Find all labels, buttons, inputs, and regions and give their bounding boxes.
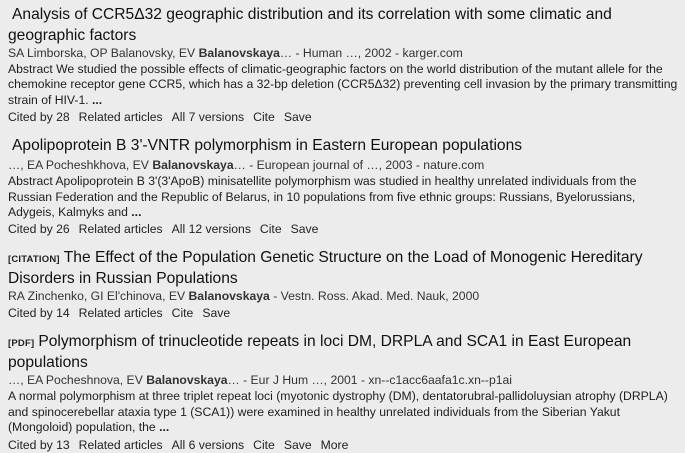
result-snippet — [8, 389, 680, 435]
result-links — [8, 438, 680, 453]
result-item — [8, 332, 680, 452]
result-title-text: The Effect of the Population Genetic Structure on the Load of Monogenic Hereditary Disorders in Russian Populations — [8, 249, 643, 288]
all-versions-link[interactable]: All 12 versions — [171, 222, 251, 237]
result-authors — [8, 289, 680, 304]
save-link[interactable]: Save — [202, 306, 231, 321]
authors-highlight: Balanovskaya — [198, 46, 280, 60]
authors-highlight: Balanovskaya — [188, 289, 270, 304]
result-type-tag: [CITATION] — [8, 254, 60, 266]
all-versions-link[interactable]: All 7 versions — [171, 110, 245, 125]
result-snippet — [8, 62, 680, 108]
cite-link[interactable]: Cite — [253, 437, 275, 452]
related-articles-link[interactable]: Related articles — [78, 110, 163, 125]
result-authors — [8, 373, 680, 388]
authors-prefix: …, EA Pocheshnova, EV — [8, 373, 147, 388]
authors-prefix: …, EA Pocheshkhova, EV — [8, 158, 153, 173]
result-links — [8, 110, 680, 125]
result-title-text: Apolipoprotein B 3'-VNTR polymorphism in Eastern European populations — [12, 137, 523, 155]
result-title-link[interactable] — [8, 248, 680, 288]
snippet-ellipsis: ... — [92, 92, 103, 107]
all-versions-link[interactable]: All 6 versions — [171, 437, 245, 452]
result-title-link[interactable] — [8, 5, 680, 45]
result-item — [8, 5, 680, 125]
authors-suffix: - Vestn. Ross. Akad. Med. Nauk, 2000 — [269, 289, 480, 304]
result-title-text: Polymorphism of trinucleotide repeats in loci DM, DRPLA and SCA1 in East European populations — [8, 333, 632, 372]
snippet-ellipsis: ... — [131, 205, 142, 220]
result-snippet — [8, 174, 680, 220]
cite-link[interactable]: Cite — [259, 222, 282, 237]
authors-suffix: … - Human …, 2002 - karger.com — [279, 46, 463, 60]
related-articles-link[interactable]: Related articles — [78, 222, 163, 237]
snippet-text: A normal polymorphism at three triplet repeat loci (myotonic dystrophy (DM), dentatorubral-pallidoluysian atrophy (DRPLA) and spinocerebellar ataxia type 1 (SCA1)) were examined in healthy unrelated individuals from the Siberian Yakut (Mongoloid) population, the — [8, 389, 668, 435]
result-item — [8, 248, 680, 321]
cite-link[interactable]: Cite — [171, 306, 194, 321]
related-articles-link[interactable]: Related articles — [78, 306, 163, 321]
cited-by-link[interactable]: Cited by 13 — [8, 437, 70, 452]
authors-prefix: SA Limborska, OP Balanovsky, EV — [8, 46, 199, 60]
related-articles-link[interactable]: Related articles — [78, 437, 163, 452]
cite-link[interactable]: Cite — [253, 110, 275, 125]
cited-by-link[interactable]: Cited by 14 — [8, 306, 70, 321]
snippet-text: Abstract We studied the possible effects of climatic-geographic factors on the world distribution of the mutant allele for the chemokine receptor gene CCR5, which has a 32-bp deletion (CCR5Δ32) preventing cell invasion by the primary transmitting strain of HIV-1. — [8, 62, 678, 107]
authors-suffix: … - European journal of …, 2003 - nature.com — [233, 158, 485, 173]
authors-suffix: … - Eur J Hum …, 2001 - xn--c1acc6aafa1c.xn--p1ai — [227, 373, 513, 388]
save-link[interactable]: Save — [283, 437, 312, 452]
more-link[interactable]: More — [320, 437, 349, 452]
result-item — [8, 136, 680, 237]
save-link[interactable]: Save — [290, 222, 319, 237]
result-title-text: Analysis of CCR5Δ32 geographic distribution and its correlation with some climatic and geographic factors — [8, 6, 612, 44]
authors-prefix: RA Zinchenko, GI El'chinova, EV — [8, 289, 189, 304]
result-links — [8, 222, 680, 237]
result-links — [8, 306, 680, 321]
result-type-tag: [PDF] — [8, 338, 35, 350]
result-authors — [8, 158, 680, 173]
result-authors — [8, 46, 680, 61]
cited-by-link[interactable]: Cited by 28 — [8, 110, 70, 125]
cited-by-link[interactable]: Cited by 26 — [8, 222, 70, 237]
authors-highlight: Balanovskaya — [152, 158, 234, 173]
result-title-link[interactable] — [8, 136, 680, 157]
snippet-text: Abstract Apolipoprotein B 3'(3'ApoB) minisatellite polymorphism was studied in healthy unrelated individuals from the Russian Federation and the Republic of Belarus, in 10 populations from five ethnic groups: Russians, Byelorussians, Adygeis, Kalmyks and — [8, 174, 637, 220]
authors-highlight: Balanovskaya — [146, 373, 228, 388]
save-link[interactable]: Save — [283, 110, 312, 125]
snippet-ellipsis: ... — [159, 420, 170, 435]
result-title-link[interactable] — [8, 332, 680, 372]
